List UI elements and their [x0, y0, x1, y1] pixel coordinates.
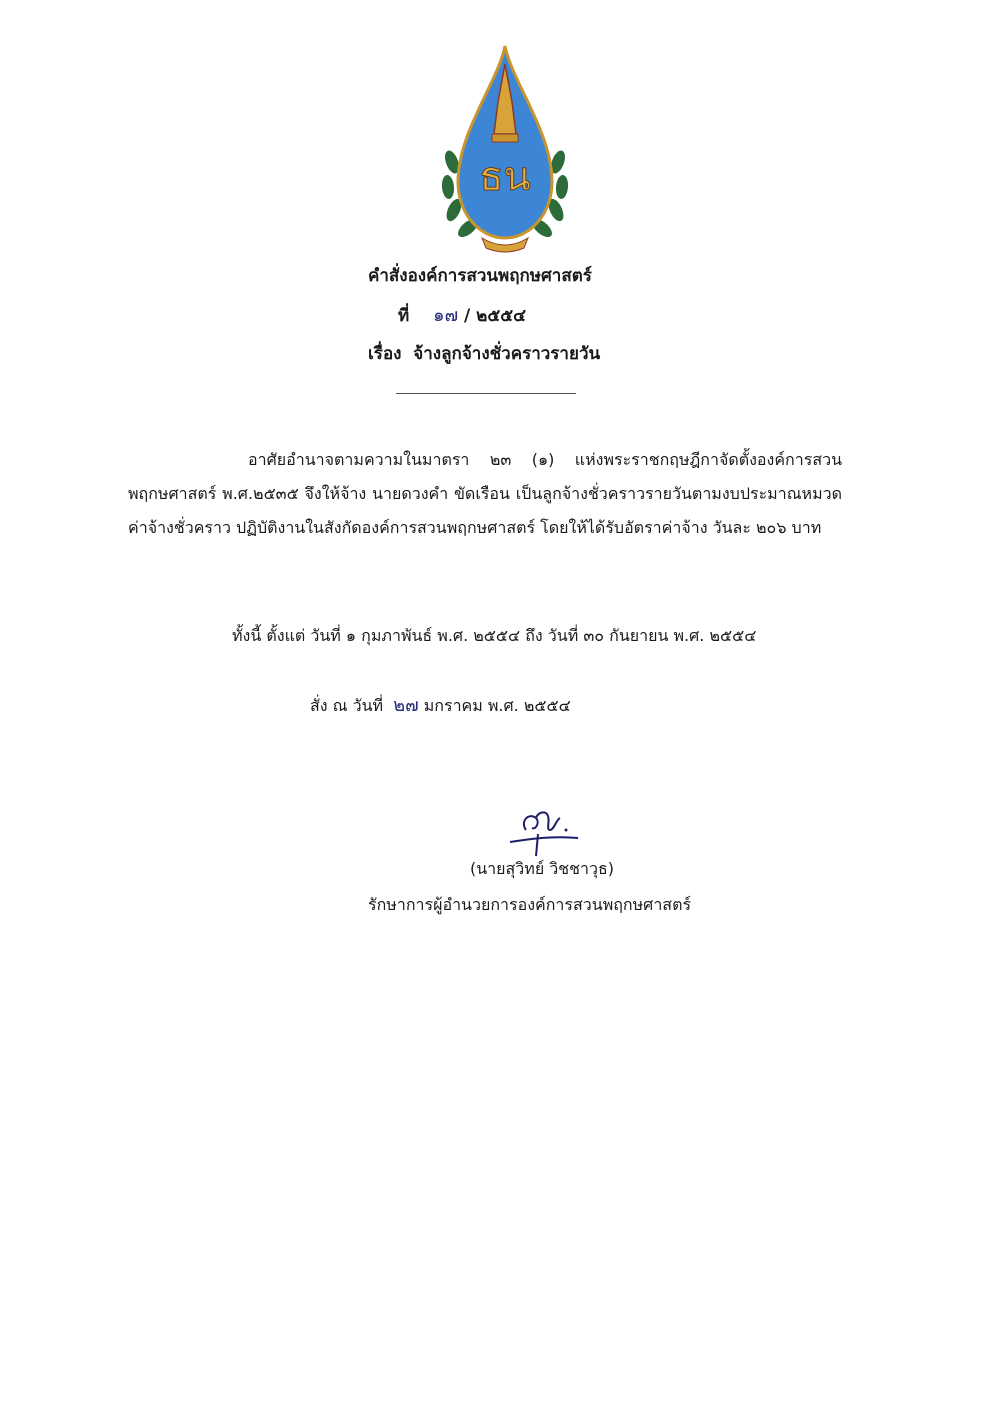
order-number-year: / ๒๕๕๔ — [464, 306, 526, 326]
handwritten-signature — [506, 800, 596, 860]
order-subject — [368, 340, 600, 367]
subject-text: จ้างลูกจ้างชั่วคราวรายวัน — [413, 344, 601, 364]
body-paragraph-2: ทั้งนี้ ตั้งแต่ วันที่ ๑ กุมภาพันธ์ พ.ศ. ๒๕๕๔ ถึง วันที่ ๓๐ กันยายน พ.ศ. ๒๕๕๔ — [232, 626, 757, 645]
date-day: ๒๗ — [393, 695, 419, 716]
signer-position: รักษาการผู้อำนวยการองค์การสวนพฤกษศาสตร์ — [368, 895, 692, 914]
signer-name: (นายสุวิทย์ วิชชาวุธ) — [470, 859, 614, 878]
divider — [396, 393, 576, 394]
order-date — [310, 690, 571, 719]
order-number-value: ๑๗ — [433, 305, 459, 326]
svg-text:ธน: ธน — [479, 154, 531, 200]
date-rest: มกราคม พ.ศ. ๒๕๕๔ — [423, 696, 571, 715]
botanical-garden-logo — [438, 42, 572, 254]
order-number — [398, 300, 526, 329]
subject-label: เรื่อง — [368, 344, 402, 364]
number-label: ที่ — [398, 306, 410, 326]
order-title: คำสั่งองค์การสวนพฤกษศาสตร์ — [368, 266, 592, 286]
body-paragraph-1: อาศัยอำนาจตามความในมาตรา ๒๓ (๑) แห่งพระราชกฤษฎีกาจัดตั้งองค์การสวนพฤกษศาสตร์ พ.ศ.๒๕๓๕ จึงให้จ้าง นายดวงคำ ขัดเรือน เป็นลูกจ้างชั่วคราวรายวันตามงบประมาณหมวดค่าจ้างชั่วคราว ปฏิบัติงานในสังกัดองค์การสวนพฤกษศาสตร์ โดยให้ได้รับอัตราค่าจ้าง วันละ ๒๐๖ บาท — [128, 450, 842, 537]
date-prefix: สั่ง ณ วันที่ — [310, 696, 384, 715]
